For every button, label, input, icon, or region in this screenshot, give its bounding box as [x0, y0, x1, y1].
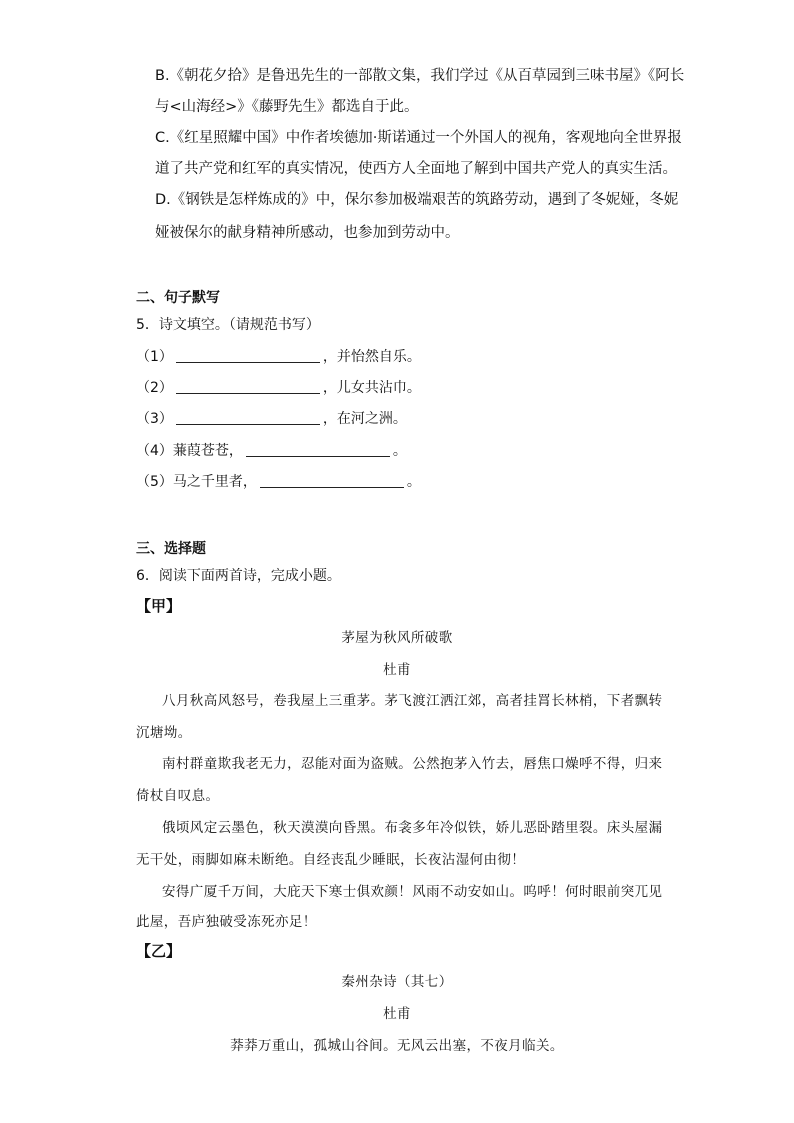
- option-c-line1: C.《红星照耀中国》中作者埃德加·斯诺通过一个外国人的视角，客观地向全世界报: [155, 130, 682, 146]
- poem-1-line: 俄顷风定云墨色，秋天漠漠向昏黑。布衾多年冷似铁，娇儿恶卧踏里裂。床头屋漏: [162, 820, 663, 836]
- question-5: 5．诗文填空。（请规范书写）: [136, 317, 320, 333]
- poem-1-line: 南村群童欺我老无力，忍能对面为盗贼。公然抱茅入竹去，唇焦口燥呼不得，归来: [162, 756, 663, 772]
- poem-1-line: 无干处，雨脚如麻未断绝。自经丧乱少睡眠，长夜沾湿何由彻！: [136, 852, 526, 868]
- fill-item-number: （1）: [136, 349, 173, 365]
- poem-1-label: 【甲】: [136, 597, 182, 615]
- fill-item-5: [136, 472, 421, 492]
- answer-blank[interactable]: [176, 379, 320, 394]
- question-6: 6．阅读下面两首诗，完成小题。: [136, 568, 341, 584]
- option-c-line2: 道了共产党和红军的真实情况，使西方人全面地了解到中国共产党人的真实生活。: [155, 161, 677, 177]
- fill-item-number: （4）: [136, 443, 173, 459]
- poem-2-title: 秦州杂诗（其七）: [341, 974, 453, 990]
- fill-item-4: [136, 441, 407, 461]
- answer-blank[interactable]: [246, 442, 390, 457]
- fill-item-post: 。: [392, 443, 407, 459]
- poem-1-line: 八月秋高风怒号，卷我屋上三重茅。茅飞渡江洒江郊，高者挂罥长林梢，下者飘转: [162, 693, 663, 709]
- poem-1-line: 沉塘坳。: [136, 725, 192, 741]
- poem-1-title: 茅屋为秋风所破歌: [341, 630, 453, 646]
- section-2-heading: 二、句子默写: [136, 290, 220, 306]
- poem-2-line: 莽莽万重山，孤城山谷间。无风云出塞，不夜月临关。: [230, 1038, 564, 1054]
- fill-item-post: ，并怡然自乐。: [322, 349, 421, 365]
- answer-blank[interactable]: [176, 348, 320, 363]
- poem-1-line: 倚杖自叹息。: [136, 788, 220, 804]
- poem-2-label: 【乙】: [136, 942, 182, 960]
- poem-2-author: 杜甫: [383, 1006, 411, 1022]
- option-d-line1: D.《钢铁是怎样炼成的》中，保尔参加极端艰苦的筑路劳动，遇到了冬妮娅，冬妮: [155, 192, 679, 208]
- option-b-line2: 与<山海经>》《藤野先生》都选自于此。: [155, 99, 419, 115]
- fill-item-post: 。: [406, 474, 421, 490]
- section-3-heading: 三、选择题: [136, 541, 206, 557]
- fill-item-number: （5）: [136, 474, 173, 490]
- fill-item-2: [136, 378, 421, 398]
- fill-item-pre: 马之千里者，: [172, 474, 257, 490]
- fill-item-post: ，儿女共沾巾。: [322, 380, 421, 396]
- option-b-line1: B.《朝花夕拾》是鲁迅先生的一部散文集，我们学过《从百草园到三味书屋》《阿长: [155, 68, 685, 84]
- answer-blank[interactable]: [260, 473, 404, 488]
- fill-item-3: [136, 409, 407, 429]
- poem-1-author: 杜甫: [383, 662, 411, 678]
- answer-blank[interactable]: [176, 410, 320, 425]
- fill-item-number: （2）: [136, 380, 173, 396]
- poem-1-line: 安得广厦千万间，大庇天下寒士俱欢颜！风雨不动安如山。呜呼！何时眼前突兀见: [162, 884, 663, 900]
- option-d-line2: 娅被保尔的献身精神所感动，也参加到劳动中。: [155, 225, 460, 241]
- fill-item-post: ，在河之洲。: [322, 411, 407, 427]
- fill-item-1: [136, 347, 421, 367]
- poem-1-line: 此屋，吾庐独破受冻死亦足！: [136, 914, 317, 930]
- fill-item-pre: 蒹葭苍苍，: [172, 443, 243, 459]
- fill-item-number: （3）: [136, 411, 173, 427]
